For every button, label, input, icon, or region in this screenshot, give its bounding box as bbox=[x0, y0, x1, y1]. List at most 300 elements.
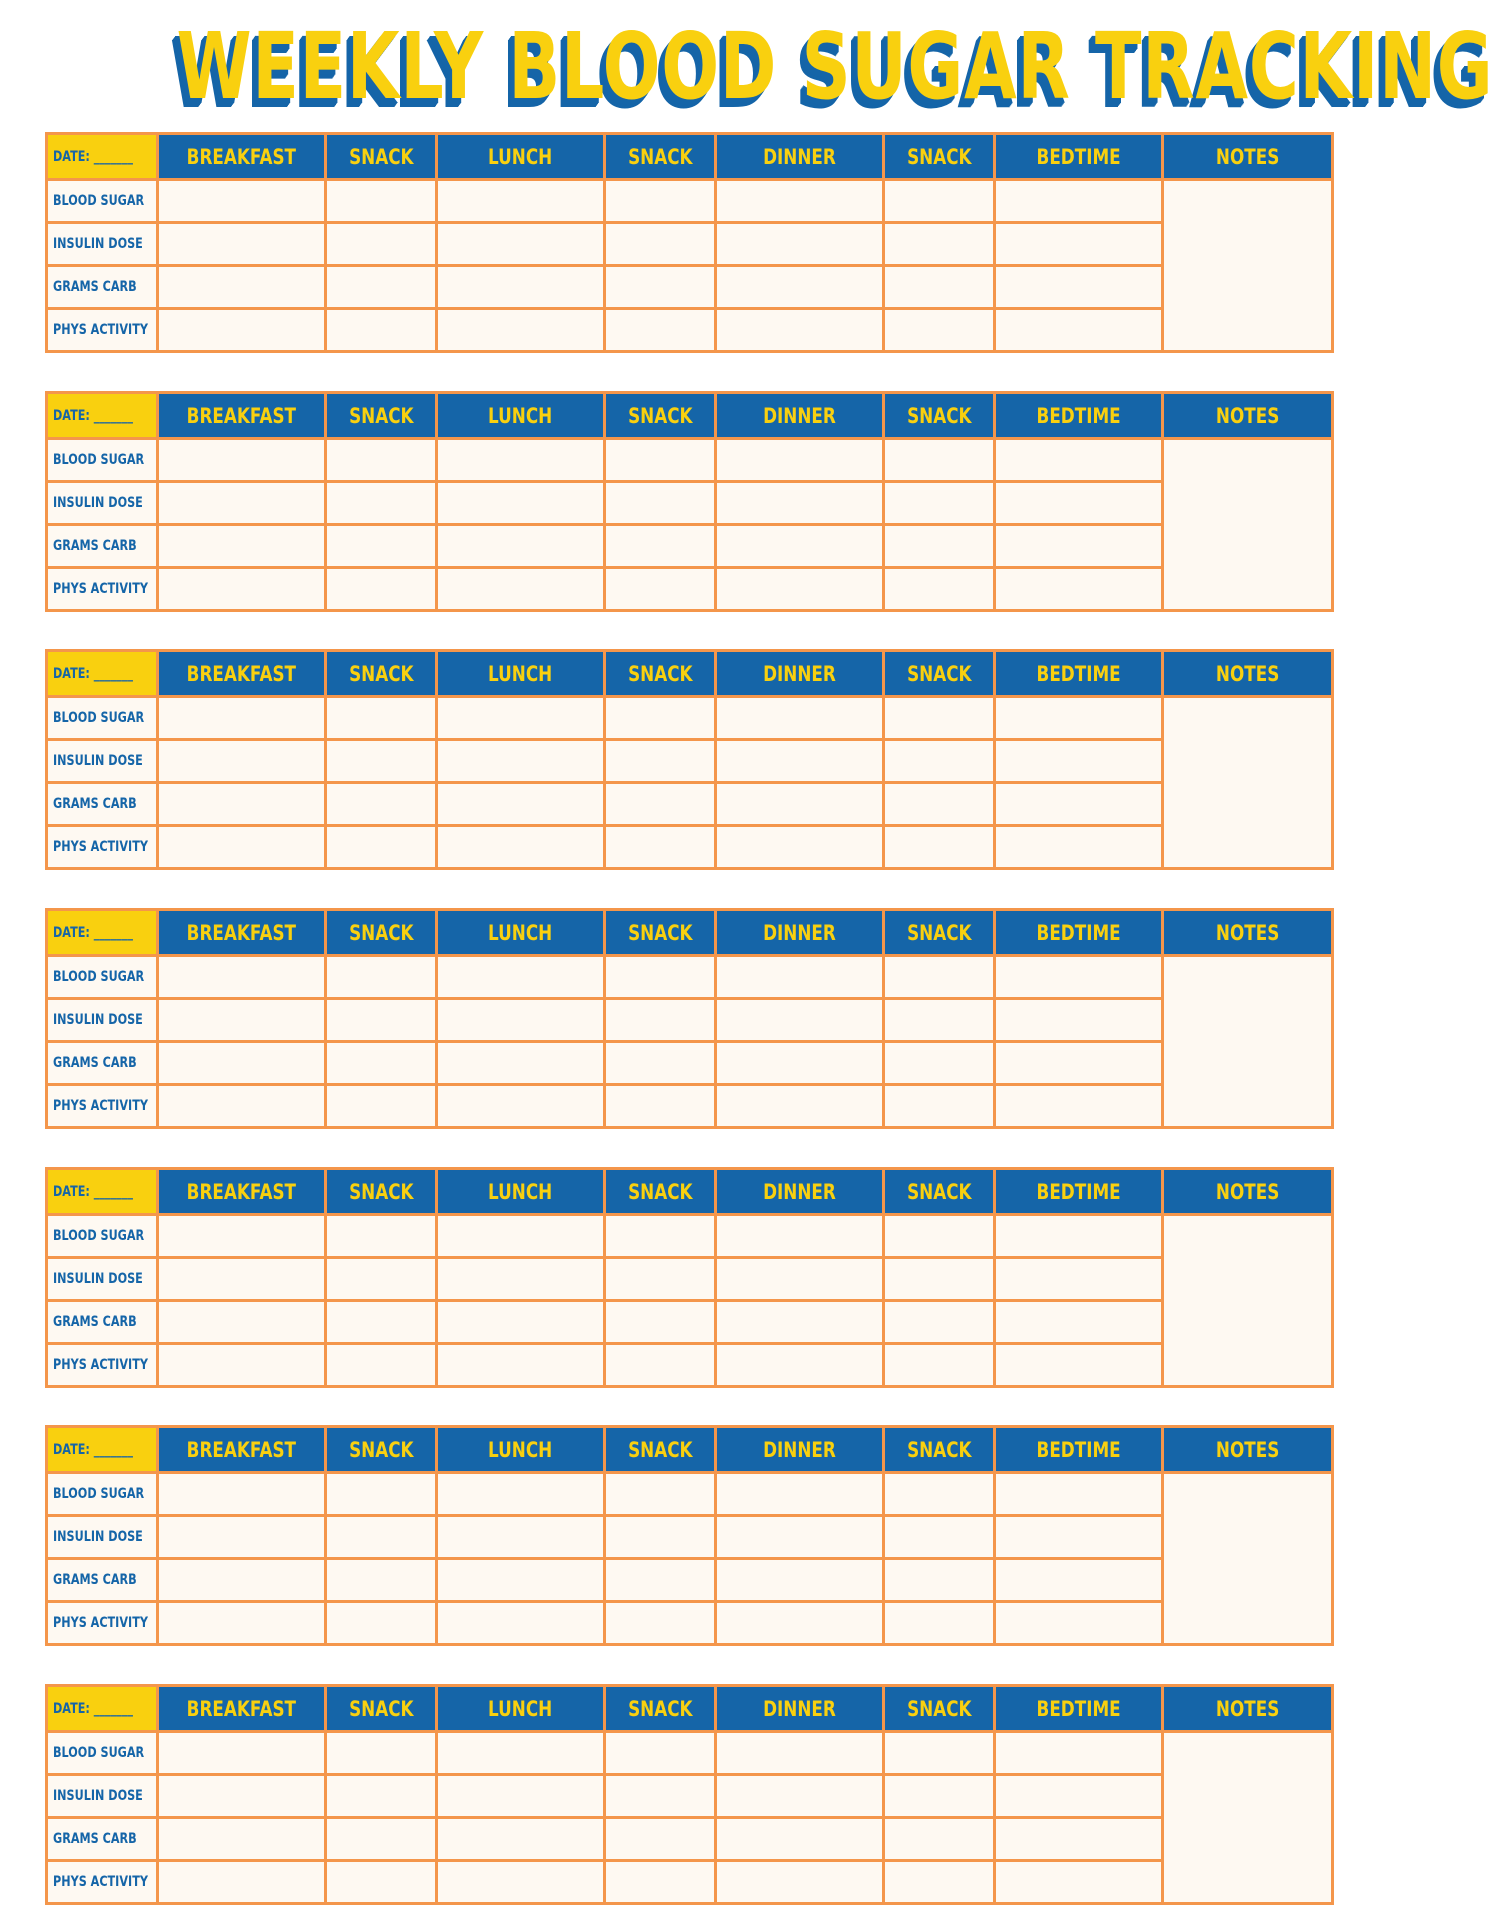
date-field[interactable] bbox=[47, 393, 158, 439]
entry-cell-breakfast[interactable] bbox=[158, 1301, 326, 1344]
entry-cell-bedtime[interactable] bbox=[995, 697, 1163, 740]
column-header-label: SNACK bbox=[627, 1437, 693, 1462]
row-label-text: GRAMS CARB bbox=[53, 1314, 137, 1330]
column-header-label: BEDTIME bbox=[1036, 144, 1121, 169]
entry-cell-snack[interactable] bbox=[326, 740, 437, 783]
entry-cell-breakfast[interactable] bbox=[158, 482, 326, 525]
entry-cell-bedtime[interactable] bbox=[995, 309, 1163, 352]
entry-cell-snack[interactable] bbox=[884, 266, 995, 309]
entry-cell-dinner[interactable] bbox=[716, 826, 884, 869]
entry-cell-snack[interactable] bbox=[326, 223, 437, 266]
table-row bbox=[47, 697, 1333, 740]
entry-cell-lunch[interactable] bbox=[437, 1344, 605, 1387]
entry-cell-snack[interactable] bbox=[884, 525, 995, 568]
row-label bbox=[47, 1732, 158, 1775]
row-label bbox=[47, 1602, 158, 1645]
entry-cell-dinner[interactable] bbox=[716, 999, 884, 1042]
entry-cell-breakfast[interactable] bbox=[158, 180, 326, 223]
entry-cell-snack[interactable] bbox=[884, 180, 995, 223]
column-header-label: SNACK bbox=[348, 144, 414, 169]
entry-cell-snack[interactable] bbox=[605, 697, 716, 740]
entry-cell-breakfast[interactable] bbox=[158, 1215, 326, 1258]
entry-cell-dinner[interactable] bbox=[716, 697, 884, 740]
entry-cell-snack[interactable] bbox=[605, 1215, 716, 1258]
entry-cell-dinner[interactable] bbox=[716, 223, 884, 266]
column-header-notes bbox=[1163, 134, 1333, 180]
entry-cell-dinner[interactable] bbox=[716, 1775, 884, 1818]
entry-cell-snack[interactable] bbox=[605, 740, 716, 783]
entry-cell-dinner[interactable] bbox=[716, 1301, 884, 1344]
column-header-label: BREAKFAST bbox=[186, 1437, 297, 1462]
entry-cell-snack[interactable] bbox=[605, 1775, 716, 1818]
entry-cell-lunch[interactable] bbox=[437, 180, 605, 223]
entry-cell-breakfast[interactable] bbox=[158, 309, 326, 352]
entry-cell-snack[interactable] bbox=[605, 309, 716, 352]
entry-cell-breakfast[interactable] bbox=[158, 1516, 326, 1559]
entry-cell-snack[interactable] bbox=[326, 1559, 437, 1602]
entry-cell-dinner[interactable] bbox=[716, 525, 884, 568]
entry-cell-snack[interactable] bbox=[326, 309, 437, 352]
entry-cell-snack[interactable] bbox=[326, 525, 437, 568]
column-header-label: SNACK bbox=[627, 1696, 693, 1721]
entry-cell-breakfast[interactable] bbox=[158, 1473, 326, 1516]
entry-cell-lunch[interactable] bbox=[437, 1473, 605, 1516]
notes-cell[interactable] bbox=[1163, 1473, 1333, 1645]
row-label-text: GRAMS CARB bbox=[53, 538, 137, 554]
entry-cell-snack[interactable] bbox=[884, 1344, 995, 1387]
entry-cell-snack[interactable] bbox=[884, 1516, 995, 1559]
entry-cell-snack[interactable] bbox=[326, 1042, 437, 1085]
entry-cell-dinner[interactable] bbox=[716, 1602, 884, 1645]
entry-cell-snack[interactable] bbox=[605, 482, 716, 525]
date-field[interactable] bbox=[47, 1427, 158, 1473]
entry-cell-snack[interactable] bbox=[605, 1516, 716, 1559]
date-field[interactable] bbox=[47, 651, 158, 697]
column-header-label: SNACK bbox=[348, 403, 414, 428]
column-header-label: SNACK bbox=[906, 1696, 972, 1721]
entry-cell-dinner[interactable] bbox=[716, 180, 884, 223]
day-log-table bbox=[45, 908, 1334, 1129]
date-field[interactable] bbox=[47, 1686, 158, 1732]
entry-cell-breakfast[interactable] bbox=[158, 1258, 326, 1301]
entry-cell-snack[interactable] bbox=[884, 956, 995, 999]
entry-cell-snack[interactable] bbox=[326, 1861, 437, 1904]
entry-cell-breakfast[interactable] bbox=[158, 525, 326, 568]
entry-cell-dinner[interactable] bbox=[716, 1732, 884, 1775]
entry-cell-lunch[interactable] bbox=[437, 956, 605, 999]
entry-cell-lunch[interactable] bbox=[437, 783, 605, 826]
entry-cell-breakfast[interactable] bbox=[158, 568, 326, 611]
entry-cell-bedtime[interactable] bbox=[995, 1301, 1163, 1344]
entry-cell-snack[interactable] bbox=[884, 1085, 995, 1128]
entry-cell-snack[interactable] bbox=[884, 740, 995, 783]
entry-cell-lunch[interactable] bbox=[437, 568, 605, 611]
entry-cell-snack[interactable] bbox=[605, 999, 716, 1042]
entry-cell-snack[interactable] bbox=[884, 826, 995, 869]
entry-cell-lunch[interactable] bbox=[437, 1775, 605, 1818]
entry-cell-snack[interactable] bbox=[326, 1344, 437, 1387]
column-header-snack bbox=[326, 134, 437, 180]
entry-cell-snack[interactable] bbox=[605, 525, 716, 568]
entry-cell-snack[interactable] bbox=[605, 1861, 716, 1904]
entry-cell-dinner[interactable] bbox=[716, 568, 884, 611]
entry-cell-snack[interactable] bbox=[884, 1818, 995, 1861]
entry-cell-snack[interactable] bbox=[605, 1301, 716, 1344]
entry-cell-snack[interactable] bbox=[884, 1602, 995, 1645]
entry-cell-bedtime[interactable] bbox=[995, 1732, 1163, 1775]
entry-cell-snack[interactable] bbox=[326, 568, 437, 611]
entry-cell-bedtime[interactable] bbox=[995, 1516, 1163, 1559]
entry-cell-snack[interactable] bbox=[884, 309, 995, 352]
column-header-snack bbox=[605, 651, 716, 697]
entry-cell-snack[interactable] bbox=[884, 1042, 995, 1085]
entry-cell-bedtime[interactable] bbox=[995, 266, 1163, 309]
entry-cell-breakfast[interactable] bbox=[158, 740, 326, 783]
entry-cell-lunch[interactable] bbox=[437, 1215, 605, 1258]
entry-cell-snack[interactable] bbox=[326, 826, 437, 869]
entry-cell-breakfast[interactable] bbox=[158, 697, 326, 740]
entry-cell-snack[interactable] bbox=[326, 999, 437, 1042]
entry-cell-bedtime[interactable] bbox=[995, 180, 1163, 223]
entry-cell-bedtime[interactable] bbox=[995, 1258, 1163, 1301]
entry-cell-dinner[interactable] bbox=[716, 482, 884, 525]
entry-cell-snack[interactable] bbox=[605, 1258, 716, 1301]
entry-cell-breakfast[interactable] bbox=[158, 266, 326, 309]
row-label bbox=[47, 223, 158, 266]
entry-cell-lunch[interactable] bbox=[437, 439, 605, 482]
column-header-label: DINNER bbox=[763, 920, 836, 945]
entry-cell-dinner[interactable] bbox=[716, 1085, 884, 1128]
entry-cell-breakfast[interactable] bbox=[158, 1602, 326, 1645]
row-label-text: GRAMS CARB bbox=[53, 796, 137, 812]
entry-cell-snack[interactable] bbox=[326, 783, 437, 826]
entry-cell-snack[interactable] bbox=[605, 783, 716, 826]
day-log-table bbox=[45, 1425, 1334, 1646]
row-label bbox=[47, 1473, 158, 1516]
entry-cell-snack[interactable] bbox=[326, 1602, 437, 1645]
column-header-label: SNACK bbox=[906, 1437, 972, 1462]
entry-cell-bedtime[interactable] bbox=[995, 568, 1163, 611]
entry-cell-snack[interactable] bbox=[884, 1732, 995, 1775]
entry-cell-dinner[interactable] bbox=[716, 439, 884, 482]
entry-cell-bedtime[interactable] bbox=[995, 1085, 1163, 1128]
column-header-notes bbox=[1163, 1686, 1333, 1732]
row-label bbox=[47, 309, 158, 352]
date-field[interactable] bbox=[47, 910, 158, 956]
entry-cell-snack[interactable] bbox=[326, 697, 437, 740]
entry-cell-bedtime[interactable] bbox=[995, 1861, 1163, 1904]
entry-cell-snack[interactable] bbox=[605, 1602, 716, 1645]
entry-cell-breakfast[interactable] bbox=[158, 1559, 326, 1602]
row-label-text: GRAMS CARB bbox=[53, 279, 137, 295]
entry-cell-snack[interactable] bbox=[884, 999, 995, 1042]
entry-cell-lunch[interactable] bbox=[437, 1042, 605, 1085]
entry-cell-snack[interactable] bbox=[605, 180, 716, 223]
table-row bbox=[47, 1215, 1333, 1258]
entry-cell-snack[interactable] bbox=[326, 266, 437, 309]
row-label-text: INSULIN DOSE bbox=[53, 236, 143, 252]
entry-cell-breakfast[interactable] bbox=[158, 1732, 326, 1775]
column-header-snack bbox=[605, 393, 716, 439]
notes-cell[interactable] bbox=[1163, 1215, 1333, 1387]
entry-cell-lunch[interactable] bbox=[437, 1516, 605, 1559]
notes-cell[interactable] bbox=[1163, 180, 1333, 352]
entry-cell-bedtime[interactable] bbox=[995, 740, 1163, 783]
entry-cell-snack[interactable] bbox=[605, 956, 716, 999]
entry-cell-snack[interactable] bbox=[884, 1473, 995, 1516]
entry-cell-lunch[interactable] bbox=[437, 525, 605, 568]
entry-cell-snack[interactable] bbox=[326, 482, 437, 525]
column-header-snack bbox=[605, 1427, 716, 1473]
notes-cell[interactable] bbox=[1163, 956, 1333, 1128]
entry-cell-dinner[interactable] bbox=[716, 1559, 884, 1602]
entry-cell-snack[interactable] bbox=[884, 1215, 995, 1258]
entry-cell-lunch[interactable] bbox=[437, 1085, 605, 1128]
row-label bbox=[47, 525, 158, 568]
row-label bbox=[47, 439, 158, 482]
entry-cell-snack[interactable] bbox=[605, 1344, 716, 1387]
day-log-table bbox=[45, 1684, 1334, 1905]
entry-cell-snack[interactable] bbox=[326, 1258, 437, 1301]
entry-cell-snack[interactable] bbox=[605, 826, 716, 869]
entry-cell-bedtime[interactable] bbox=[995, 783, 1163, 826]
column-header-dinner bbox=[716, 393, 884, 439]
table-row bbox=[47, 1861, 1333, 1904]
entry-cell-lunch[interactable] bbox=[437, 266, 605, 309]
entry-cell-dinner[interactable] bbox=[716, 1861, 884, 1904]
column-header-snack bbox=[884, 393, 995, 439]
entry-cell-snack[interactable] bbox=[884, 1301, 995, 1344]
entry-cell-breakfast[interactable] bbox=[158, 223, 326, 266]
entry-cell-bedtime[interactable] bbox=[995, 1602, 1163, 1645]
entry-cell-dinner[interactable] bbox=[716, 1473, 884, 1516]
entry-cell-snack[interactable] bbox=[884, 697, 995, 740]
entry-cell-breakfast[interactable] bbox=[158, 1818, 326, 1861]
column-header-label: LUNCH bbox=[488, 144, 553, 169]
entry-cell-bedtime[interactable] bbox=[995, 956, 1163, 999]
entry-cell-dinner[interactable] bbox=[716, 783, 884, 826]
row-label bbox=[47, 1215, 158, 1258]
entry-cell-snack[interactable] bbox=[884, 1559, 995, 1602]
entry-cell-snack[interactable] bbox=[326, 1085, 437, 1128]
column-header-bedtime bbox=[995, 393, 1163, 439]
entry-cell-snack[interactable] bbox=[605, 1085, 716, 1128]
column-header-label: BEDTIME bbox=[1036, 920, 1121, 945]
row-label bbox=[47, 999, 158, 1042]
entry-cell-snack[interactable] bbox=[605, 1559, 716, 1602]
column-header-snack bbox=[605, 134, 716, 180]
entry-cell-snack[interactable] bbox=[326, 1732, 437, 1775]
column-header-label: BREAKFAST bbox=[186, 920, 297, 945]
column-header-breakfast bbox=[158, 651, 326, 697]
entry-cell-bedtime[interactable] bbox=[995, 1775, 1163, 1818]
date-label: DATE: _______ bbox=[53, 924, 133, 941]
column-header-label: NOTES bbox=[1215, 1437, 1280, 1462]
entry-cell-snack[interactable] bbox=[884, 783, 995, 826]
entry-cell-dinner[interactable] bbox=[716, 1818, 884, 1861]
row-label-text: PHYS ACTIVITY bbox=[53, 322, 148, 338]
entry-cell-snack[interactable] bbox=[884, 439, 995, 482]
entry-cell-snack[interactable] bbox=[326, 180, 437, 223]
column-header-bedtime bbox=[995, 134, 1163, 180]
row-label bbox=[47, 1818, 158, 1861]
column-header-label: DINNER bbox=[763, 144, 836, 169]
entry-cell-bedtime[interactable] bbox=[995, 1473, 1163, 1516]
entry-cell-breakfast[interactable] bbox=[158, 956, 326, 999]
row-label-text: BLOOD SUGAR bbox=[53, 710, 145, 726]
entry-cell-snack[interactable] bbox=[605, 1042, 716, 1085]
column-header-lunch bbox=[437, 1427, 605, 1473]
column-header-label: NOTES bbox=[1215, 144, 1280, 169]
entry-cell-snack[interactable] bbox=[884, 568, 995, 611]
column-header-label: SNACK bbox=[906, 1179, 972, 1204]
entry-cell-snack[interactable] bbox=[884, 482, 995, 525]
entry-cell-bedtime[interactable] bbox=[995, 223, 1163, 266]
entry-cell-bedtime[interactable] bbox=[995, 999, 1163, 1042]
entry-cell-snack[interactable] bbox=[326, 1516, 437, 1559]
column-header-label: BREAKFAST bbox=[186, 1696, 297, 1721]
table-row bbox=[47, 956, 1333, 999]
entry-cell-snack[interactable] bbox=[884, 223, 995, 266]
row-label bbox=[47, 697, 158, 740]
table-row bbox=[47, 223, 1333, 266]
entry-cell-lunch[interactable] bbox=[437, 740, 605, 783]
entry-cell-dinner[interactable] bbox=[716, 309, 884, 352]
entry-cell-snack[interactable] bbox=[326, 1473, 437, 1516]
entry-cell-lunch[interactable] bbox=[437, 1861, 605, 1904]
entry-cell-breakfast[interactable] bbox=[158, 999, 326, 1042]
entry-cell-lunch[interactable] bbox=[437, 223, 605, 266]
entry-cell-bedtime[interactable] bbox=[995, 1818, 1163, 1861]
column-header-label: NOTES bbox=[1215, 1696, 1280, 1721]
table-row bbox=[47, 1301, 1333, 1344]
row-label-text: PHYS ACTIVITY bbox=[53, 839, 148, 855]
entry-cell-snack[interactable] bbox=[326, 1818, 437, 1861]
entry-cell-bedtime[interactable] bbox=[995, 1042, 1163, 1085]
entry-cell-lunch[interactable] bbox=[437, 1258, 605, 1301]
date-field[interactable] bbox=[47, 134, 158, 180]
entry-cell-breakfast[interactable] bbox=[158, 1861, 326, 1904]
row-label-text: PHYS ACTIVITY bbox=[53, 1874, 148, 1890]
entry-cell-lunch[interactable] bbox=[437, 1818, 605, 1861]
table-row bbox=[47, 439, 1333, 482]
column-header-snack bbox=[605, 910, 716, 956]
entry-cell-lunch[interactable] bbox=[437, 999, 605, 1042]
row-label-text: INSULIN DOSE bbox=[53, 495, 143, 511]
row-label-text: INSULIN DOSE bbox=[53, 1529, 143, 1545]
day-log-6 bbox=[45, 1425, 1321, 1642]
entry-cell-bedtime[interactable] bbox=[995, 1215, 1163, 1258]
entry-cell-lunch[interactable] bbox=[437, 1559, 605, 1602]
entry-cell-snack[interactable] bbox=[326, 956, 437, 999]
column-header-lunch bbox=[437, 1686, 605, 1732]
column-header-notes bbox=[1163, 651, 1333, 697]
entry-cell-snack[interactable] bbox=[605, 1473, 716, 1516]
day-log-7 bbox=[45, 1684, 1321, 1901]
entry-cell-lunch[interactable] bbox=[437, 1602, 605, 1645]
entry-cell-dinner[interactable] bbox=[716, 740, 884, 783]
entry-cell-snack[interactable] bbox=[605, 568, 716, 611]
entry-cell-lunch[interactable] bbox=[437, 1732, 605, 1775]
column-header-dinner bbox=[716, 651, 884, 697]
entry-cell-dinner[interactable] bbox=[716, 1258, 884, 1301]
column-header-lunch bbox=[437, 393, 605, 439]
entry-cell-bedtime[interactable] bbox=[995, 482, 1163, 525]
entry-cell-snack[interactable] bbox=[326, 1215, 437, 1258]
entry-cell-dinner[interactable] bbox=[716, 266, 884, 309]
row-label bbox=[47, 1258, 158, 1301]
entry-cell-bedtime[interactable] bbox=[995, 1559, 1163, 1602]
entry-cell-snack[interactable] bbox=[605, 1732, 716, 1775]
notes-cell[interactable] bbox=[1163, 439, 1333, 611]
column-header-dinner bbox=[716, 1169, 884, 1215]
entry-cell-breakfast[interactable] bbox=[158, 1085, 326, 1128]
date-field[interactable] bbox=[47, 1169, 158, 1215]
column-header-label: NOTES bbox=[1215, 661, 1280, 686]
entry-cell-dinner[interactable] bbox=[716, 1516, 884, 1559]
entry-cell-snack[interactable] bbox=[884, 1861, 995, 1904]
entry-cell-snack[interactable] bbox=[326, 439, 437, 482]
entry-cell-lunch[interactable] bbox=[437, 1301, 605, 1344]
date-label: DATE: _______ bbox=[53, 407, 133, 424]
table-row bbox=[47, 1775, 1333, 1818]
entry-cell-snack[interactable] bbox=[605, 439, 716, 482]
notes-cell[interactable] bbox=[1163, 697, 1333, 869]
row-label bbox=[47, 1516, 158, 1559]
entry-cell-lunch[interactable] bbox=[437, 309, 605, 352]
table-row bbox=[47, 525, 1333, 568]
notes-cell[interactable] bbox=[1163, 1732, 1333, 1904]
column-header-label: DINNER bbox=[763, 1437, 836, 1462]
entry-cell-lunch[interactable] bbox=[437, 826, 605, 869]
entry-cell-breakfast[interactable] bbox=[158, 439, 326, 482]
entry-cell-lunch[interactable] bbox=[437, 697, 605, 740]
row-label bbox=[47, 1301, 158, 1344]
entry-cell-snack[interactable] bbox=[326, 1301, 437, 1344]
entry-cell-bedtime[interactable] bbox=[995, 525, 1163, 568]
column-header-breakfast bbox=[158, 1686, 326, 1732]
entry-cell-snack[interactable] bbox=[326, 1775, 437, 1818]
entry-cell-snack[interactable] bbox=[884, 1258, 995, 1301]
entry-cell-lunch[interactable] bbox=[437, 482, 605, 525]
column-header-label: BEDTIME bbox=[1036, 403, 1121, 428]
entry-cell-breakfast[interactable] bbox=[158, 1775, 326, 1818]
entry-cell-bedtime[interactable] bbox=[995, 439, 1163, 482]
entry-cell-snack[interactable] bbox=[884, 1775, 995, 1818]
entry-cell-dinner[interactable] bbox=[716, 1042, 884, 1085]
entry-cell-breakfast[interactable] bbox=[158, 826, 326, 869]
entry-cell-breakfast[interactable] bbox=[158, 1344, 326, 1387]
entry-cell-dinner[interactable] bbox=[716, 1215, 884, 1258]
entry-cell-bedtime[interactable] bbox=[995, 826, 1163, 869]
column-header-label: SNACK bbox=[348, 1179, 414, 1204]
table-row bbox=[47, 1732, 1333, 1775]
column-header-bedtime bbox=[995, 1427, 1163, 1473]
entry-cell-dinner[interactable] bbox=[716, 956, 884, 999]
entry-cell-snack[interactable] bbox=[605, 223, 716, 266]
entry-cell-breakfast[interactable] bbox=[158, 783, 326, 826]
column-header-label: LUNCH bbox=[488, 403, 553, 428]
entry-cell-snack[interactable] bbox=[605, 266, 716, 309]
column-header-breakfast bbox=[158, 1427, 326, 1473]
date-label: DATE: _______ bbox=[53, 1700, 133, 1717]
entry-cell-snack[interactable] bbox=[605, 1818, 716, 1861]
column-header-label: LUNCH bbox=[488, 1437, 553, 1462]
entry-cell-bedtime[interactable] bbox=[995, 1344, 1163, 1387]
entry-cell-breakfast[interactable] bbox=[158, 1042, 326, 1085]
entry-cell-dinner[interactable] bbox=[716, 1344, 884, 1387]
row-label bbox=[47, 1559, 158, 1602]
